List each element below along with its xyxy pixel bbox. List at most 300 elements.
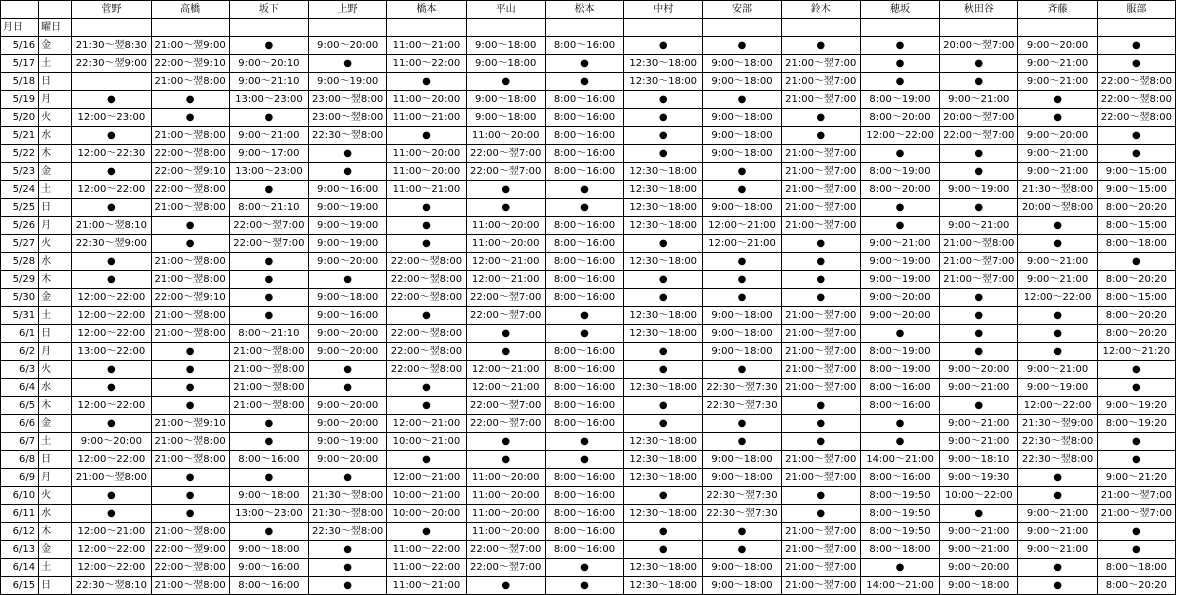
shift-cell[interactable]: ● [229,469,308,487]
shift-cell[interactable]: 9:00～21:00 [940,91,1018,109]
weekday-column-label[interactable]: 曜日 [39,19,72,37]
shift-cell[interactable]: 8:00～19:00 [860,361,939,379]
shift-cell[interactable]: 11:00～20:00 [466,217,545,235]
date-cell[interactable]: 6/11 [1,505,39,523]
empty-cell[interactable] [387,19,466,37]
shift-cell[interactable]: 9:00～18:00 [940,577,1018,595]
shift-cell[interactable]: 8:00～16:00 [545,541,623,559]
shift-cell[interactable]: 8:00～16:00 [860,397,939,415]
shift-cell[interactable]: 22:00～翌8:00 [387,253,466,271]
shift-cell[interactable]: 9:00～20:00 [309,451,387,469]
shift-cell[interactable]: ● [151,379,229,397]
shift-cell[interactable]: ● [624,415,703,433]
shift-cell[interactable]: 11:00～20:00 [466,523,545,541]
shift-cell[interactable]: ● [781,235,860,253]
shift-cell[interactable]: ● [545,181,623,199]
shift-cell[interactable]: 12:00～22:00 [72,325,151,343]
shift-cell[interactable]: 22:00～翌7:00 [466,397,545,415]
shift-cell[interactable]: 12:30～18:00 [624,433,703,451]
shift-cell[interactable]: 11:00～21:00 [387,109,466,127]
shift-cell[interactable]: 9:00～19:00 [940,181,1018,199]
shift-cell[interactable]: ● [72,127,151,145]
shift-cell[interactable]: 21:00～翌7:00 [781,361,860,379]
shift-cell[interactable]: ● [1018,325,1097,343]
shift-cell[interactable]: ● [1018,109,1097,127]
shift-cell[interactable]: ● [1097,541,1175,559]
shift-cell[interactable]: ● [703,253,781,271]
shift-cell[interactable]: 8:00～16:00 [545,127,623,145]
date-cell[interactable]: 5/22 [1,145,39,163]
shift-cell[interactable]: ● [229,523,308,541]
shift-cell[interactable]: 21:00～翌8:00 [151,451,229,469]
weekday-cell[interactable]: 火 [39,235,72,253]
shift-cell[interactable]: 21:00～翌8:00 [151,73,229,91]
shift-cell[interactable]: 9:00～20:00 [309,343,387,361]
shift-cell[interactable]: 21:30～翌8:00 [309,487,387,505]
weekday-cell[interactable]: 金 [39,37,72,55]
date-cell[interactable]: 5/18 [1,73,39,91]
shift-cell[interactable]: 12:00～22:00 [72,289,151,307]
shift-cell[interactable]: ● [781,37,860,55]
weekday-cell[interactable]: 日 [39,199,72,217]
shift-cell[interactable]: 9:00～18:00 [229,487,308,505]
date-cell[interactable]: 6/12 [1,523,39,541]
staff-name-cell[interactable]: 平山 [466,1,545,19]
shift-cell[interactable]: ● [703,415,781,433]
shift-cell[interactable]: ● [309,469,387,487]
shift-cell[interactable]: 9:00～19:00 [309,217,387,235]
date-cell[interactable]: 6/2 [1,343,39,361]
shift-cell[interactable]: ● [1018,487,1097,505]
shift-cell[interactable]: 9:00～18:00 [703,325,781,343]
shift-cell[interactable]: 21:00～翌7:00 [781,55,860,73]
shift-cell[interactable]: 21:00～翌7:00 [781,379,860,397]
shift-cell[interactable]: 9:00～21:00 [940,379,1018,397]
shift-cell[interactable]: ● [387,379,466,397]
shift-cell[interactable]: ● [387,73,466,91]
shift-cell[interactable]: 9:00～20:00 [940,559,1018,577]
shift-cell[interactable]: ● [781,109,860,127]
shift-cell[interactable]: ● [1018,91,1097,109]
empty-cell[interactable] [1018,19,1097,37]
shift-cell[interactable]: 9:00～21:00 [1018,361,1097,379]
shift-cell[interactable]: ● [1097,379,1175,397]
shift-cell[interactable]: ● [229,271,308,289]
empty-cell[interactable] [72,19,151,37]
shift-cell[interactable]: 12:00～23:00 [72,109,151,127]
shift-cell[interactable]: 12:30～18:00 [624,55,703,73]
shift-cell[interactable]: ● [703,361,781,379]
shift-cell[interactable]: 12:30～18:00 [624,73,703,91]
shift-cell[interactable]: ● [1097,523,1175,541]
shift-cell[interactable]: 12:30～18:00 [624,181,703,199]
shift-cell[interactable]: 9:00～21:20 [1097,469,1175,487]
empty-cell[interactable] [1097,19,1175,37]
shift-cell[interactable]: 9:00～21:00 [1018,541,1097,559]
shift-cell[interactable]: 21:00～翌7:00 [781,325,860,343]
shift-cell[interactable]: 21:00～翌8:00 [151,307,229,325]
shift-cell[interactable]: 22:30～翌7:30 [703,379,781,397]
shift-cell[interactable]: ● [387,217,466,235]
date-cell[interactable]: 5/20 [1,109,39,127]
shift-cell[interactable]: 9:00～20:00 [309,397,387,415]
shift-cell[interactable]: 22:00～翌9:10 [151,163,229,181]
date-cell[interactable]: 5/31 [1,307,39,325]
staff-name-cell[interactable]: 鈴木 [781,1,860,19]
shift-cell[interactable]: 9:00～21:00 [940,217,1018,235]
shift-cell[interactable]: 12:00～22:00 [72,541,151,559]
shift-cell[interactable]: 9:00～19:00 [309,433,387,451]
shift-cell[interactable]: ● [387,199,466,217]
shift-cell[interactable]: 10:00～20:00 [387,505,466,523]
shift-cell[interactable]: 9:00～18:00 [703,451,781,469]
shift-cell[interactable]: 9:00～21:00 [1018,271,1097,289]
weekday-cell[interactable]: 日 [39,325,72,343]
weekday-cell[interactable]: 水 [39,253,72,271]
shift-cell[interactable]: 12:00～22:00 [1018,289,1097,307]
shift-cell[interactable]: ● [624,289,703,307]
shift-cell[interactable]: 10:00～22:00 [940,487,1018,505]
date-cell[interactable]: 5/28 [1,253,39,271]
shift-cell[interactable]: ● [309,577,387,595]
shift-cell[interactable]: 9:00～18:00 [703,343,781,361]
shift-cell[interactable]: 11:00～22:00 [387,55,466,73]
shift-cell[interactable]: 22:00～翌7:00 [466,415,545,433]
shift-cell[interactable]: ● [72,253,151,271]
shift-cell[interactable]: 22:30～翌7:30 [703,397,781,415]
shift-cell[interactable]: 21:00～翌7:00 [781,577,860,595]
shift-cell[interactable]: ● [229,415,308,433]
shift-cell[interactable]: ● [1097,433,1175,451]
shift-cell[interactable]: 23:00～翌8:00 [309,91,387,109]
shift-cell[interactable]: ● [624,541,703,559]
shift-cell[interactable]: 21:00～翌7:00 [940,253,1018,271]
weekday-cell[interactable]: 土 [39,55,72,73]
shift-cell[interactable]: 9:00～18:00 [703,109,781,127]
shift-cell[interactable]: 8:00～16:00 [545,361,623,379]
shift-cell[interactable]: ● [860,433,939,451]
shift-cell[interactable]: 14:00～21:00 [860,451,939,469]
shift-cell[interactable]: 21:00～翌8:00 [229,397,308,415]
shift-cell[interactable]: ● [860,145,939,163]
shift-cell[interactable]: ● [151,235,229,253]
shift-cell[interactable]: ● [781,505,860,523]
weekday-cell[interactable]: 月 [39,91,72,109]
shift-cell[interactable]: 12:30～18:00 [624,217,703,235]
shift-cell[interactable]: 21:00～翌7:00 [781,523,860,541]
date-cell[interactable]: 5/21 [1,127,39,145]
shift-cell[interactable]: 12:00～21:00 [466,379,545,397]
shift-cell[interactable]: 9:00～20:10 [229,55,308,73]
date-cell[interactable]: 5/30 [1,289,39,307]
shift-cell[interactable]: ● [703,271,781,289]
shift-cell[interactable]: ● [940,505,1018,523]
shift-cell[interactable]: 8:00～19:50 [860,487,939,505]
shift-cell[interactable]: 11:00～20:00 [387,91,466,109]
date-cell[interactable]: 6/7 [1,433,39,451]
date-cell[interactable]: 5/25 [1,199,39,217]
staff-name-cell[interactable]: 坂下 [229,1,308,19]
shift-cell[interactable]: 12:00～21:00 [466,253,545,271]
shift-cell[interactable]: ● [72,415,151,433]
weekday-cell[interactable]: 月 [39,469,72,487]
shift-cell[interactable]: 22:00～翌8:00 [387,343,466,361]
shift-cell[interactable]: 21:30～翌8:00 [309,505,387,523]
shift-cell[interactable]: 9:00～19:00 [1018,379,1097,397]
shift-cell[interactable]: 21:00～翌7:00 [1097,487,1175,505]
weekday-cell[interactable]: 土 [39,559,72,577]
shift-cell[interactable]: 11:00～21:00 [387,37,466,55]
shift-cell[interactable]: 21:00～翌7:00 [781,541,860,559]
shift-cell[interactable]: 21:00～翌7:00 [781,73,860,91]
date-cell[interactable]: 6/6 [1,415,39,433]
shift-cell[interactable]: 12:30～18:00 [624,379,703,397]
shift-cell[interactable]: 9:00～19:00 [309,235,387,253]
shift-cell[interactable]: ● [940,199,1018,217]
shift-cell[interactable]: ● [781,253,860,271]
shift-cell[interactable]: ● [703,541,781,559]
staff-name-cell[interactable]: 穂坂 [860,1,939,19]
shift-cell[interactable]: ● [387,451,466,469]
shift-cell[interactable]: 12:30～18:00 [624,559,703,577]
shift-cell[interactable]: 8:00～18:00 [1097,559,1175,577]
shift-cell[interactable]: 8:00～16:00 [860,469,939,487]
shift-cell[interactable]: 22:30～翌8:10 [72,577,151,595]
shift-cell[interactable]: 11:00～20:00 [387,145,466,163]
shift-cell[interactable]: 21:30～翌8:30 [72,37,151,55]
empty-cell[interactable] [781,19,860,37]
shift-cell[interactable]: 9:00～18:00 [703,577,781,595]
empty-cell[interactable] [151,19,229,37]
shift-cell[interactable]: ● [940,289,1018,307]
staff-name-cell[interactable]: 服部 [1097,1,1175,19]
shift-cell[interactable]: 8:00～16:00 [545,487,623,505]
shift-cell[interactable]: 9:00～21:00 [1018,523,1097,541]
shift-cell[interactable]: ● [1018,559,1097,577]
shift-cell[interactable]: ● [151,91,229,109]
shift-cell[interactable]: ● [781,397,860,415]
shift-cell[interactable]: 12:30～18:00 [624,307,703,325]
date-cell[interactable]: 5/19 [1,91,39,109]
empty-cell[interactable] [624,19,703,37]
shift-cell[interactable]: 8:00～16:00 [229,451,308,469]
shift-cell[interactable]: ● [545,307,623,325]
shift-cell[interactable]: ● [940,55,1018,73]
staff-name-cell[interactable]: 橋本 [387,1,466,19]
shift-cell[interactable]: 10:00～21:00 [387,487,466,505]
shift-cell[interactable]: ● [309,361,387,379]
shift-cell[interactable]: 9:00～20:00 [860,307,939,325]
date-cell[interactable]: 5/26 [1,217,39,235]
shift-cell[interactable]: 8:00～16:00 [229,577,308,595]
shift-cell[interactable]: 9:00～19:00 [860,253,939,271]
shift-cell[interactable]: 22:30～翌7:30 [703,505,781,523]
shift-cell[interactable]: ● [940,145,1018,163]
shift-cell[interactable]: ● [309,271,387,289]
weekday-cell[interactable]: 月 [39,217,72,235]
weekday-cell[interactable]: 木 [39,271,72,289]
shift-cell[interactable]: ● [860,73,939,91]
weekday-cell[interactable]: 月 [39,343,72,361]
shift-cell[interactable]: ● [1097,253,1175,271]
shift-cell[interactable]: 8:00～19:20 [1097,415,1175,433]
shift-cell[interactable]: 22:00～翌7:00 [229,217,308,235]
shift-cell[interactable]: 22:00～翌8:00 [387,289,466,307]
shift-cell[interactable]: ● [466,181,545,199]
empty-cell[interactable] [466,19,545,37]
shift-cell[interactable]: ● [624,91,703,109]
shift-cell[interactable]: 11:00～22:00 [387,559,466,577]
shift-cell[interactable]: 21:00～翌9:00 [151,37,229,55]
shift-cell[interactable]: 8:00～20:20 [1097,307,1175,325]
shift-cell[interactable]: 9:00～21:00 [940,433,1018,451]
weekday-cell[interactable]: 水 [39,505,72,523]
shift-cell[interactable]: 23:00～翌8:00 [309,109,387,127]
shift-cell[interactable]: 8:00～16:00 [545,253,623,271]
shift-cell[interactable]: 21:00～翌8:00 [229,361,308,379]
shift-cell[interactable]: 8:00～16:00 [545,505,623,523]
shift-cell[interactable]: ● [1097,361,1175,379]
weekday-cell[interactable]: 火 [39,109,72,127]
staff-name-cell[interactable]: 安部 [703,1,781,19]
shift-cell[interactable]: 22:00～翌7:00 [466,289,545,307]
staff-name-cell[interactable]: 菅野 [72,1,151,19]
shift-cell[interactable]: ● [781,415,860,433]
shift-cell[interactable]: 9:00～19:00 [309,199,387,217]
shift-cell[interactable]: ● [151,397,229,415]
shift-cell[interactable]: 9:00～18:00 [703,199,781,217]
shift-cell[interactable]: 8:00～19:00 [860,163,939,181]
shift-cell[interactable]: ● [309,541,387,559]
shift-cell[interactable]: ● [703,91,781,109]
shift-cell[interactable]: 8:00～15:00 [1097,217,1175,235]
shift-cell[interactable]: 9:00～19:30 [940,469,1018,487]
shift-cell[interactable]: 20:00～翌8:00 [1018,199,1097,217]
shift-cell[interactable]: ● [466,199,545,217]
shift-cell[interactable]: 8:00～18:00 [860,541,939,559]
shift-cell[interactable]: 8:00～19:00 [860,343,939,361]
shift-cell[interactable]: 9:00～20:00 [309,37,387,55]
shift-cell[interactable]: 12:30～18:00 [624,577,703,595]
shift-cell[interactable]: ● [781,271,860,289]
shift-cell[interactable]: 8:00～16:00 [545,415,623,433]
shift-cell[interactable]: 12:30～18:00 [624,325,703,343]
shift-cell[interactable]: 8:00～20:20 [1097,325,1175,343]
shift-cell[interactable]: 9:00～18:00 [703,55,781,73]
shift-cell[interactable]: 8:00～20:20 [1097,199,1175,217]
shift-cell[interactable]: 21:00～翌8:00 [151,199,229,217]
shift-cell[interactable]: ● [229,109,308,127]
date-cell[interactable]: 5/24 [1,181,39,199]
shift-cell[interactable]: 22:00～翌9:00 [151,541,229,559]
header-corner-cell[interactable] [39,1,72,19]
shift-cell[interactable]: 9:00～21:00 [940,541,1018,559]
shift-cell[interactable]: ● [624,343,703,361]
staff-name-cell[interactable]: 斉藤 [1018,1,1097,19]
shift-cell[interactable]: 22:00～翌8:00 [1097,73,1175,91]
shift-cell[interactable]: 12:00～22:00 [72,559,151,577]
shift-cell[interactable]: 12:30～18:00 [624,199,703,217]
date-column-label[interactable]: 月日 [1,19,39,37]
shift-cell[interactable]: 8:00～21:10 [229,325,308,343]
shift-cell[interactable]: ● [545,433,623,451]
shift-cell[interactable]: ● [387,523,466,541]
date-cell[interactable]: 5/16 [1,37,39,55]
shift-cell[interactable]: 8:00～21:10 [229,199,308,217]
shift-cell[interactable]: 22:00～翌7:00 [466,163,545,181]
shift-cell[interactable]: ● [624,127,703,145]
shift-cell[interactable]: ● [545,73,623,91]
shift-cell[interactable]: 22:00～翌8:00 [151,181,229,199]
shift-cell[interactable]: ● [151,361,229,379]
date-cell[interactable]: 6/15 [1,577,39,595]
staff-name-cell[interactable]: 高橋 [151,1,229,19]
shift-cell[interactable]: ● [466,325,545,343]
shift-cell[interactable]: 22:30～翌9:00 [72,55,151,73]
shift-cell[interactable]: 9:00～18:00 [309,289,387,307]
shift-cell[interactable]: 9:00～18:00 [703,73,781,91]
shift-cell[interactable]: ● [545,55,623,73]
date-cell[interactable]: 5/27 [1,235,39,253]
shift-cell[interactable]: ● [624,271,703,289]
shift-cell[interactable]: 22:00～翌8:00 [151,559,229,577]
shift-cell[interactable]: ● [1018,307,1097,325]
shift-cell[interactable]: ● [309,163,387,181]
shift-cell[interactable]: 8:00～16:00 [545,235,623,253]
shift-cell[interactable]: 22:00～翌7:00 [940,127,1018,145]
shift-cell[interactable]: ● [151,469,229,487]
shift-cell[interactable]: ● [860,37,939,55]
weekday-cell[interactable]: 土 [39,307,72,325]
shift-cell[interactable]: 11:00～20:00 [466,235,545,253]
shift-cell[interactable]: ● [1097,127,1175,145]
shift-cell[interactable]: ● [72,271,151,289]
shift-cell[interactable]: ● [781,433,860,451]
shift-cell[interactable]: 9:00～16:00 [229,559,308,577]
shift-cell[interactable]: ● [151,505,229,523]
shift-cell[interactable]: 9:00～21:00 [1018,253,1097,271]
shift-cell[interactable]: 22:30～翌8:00 [1018,451,1097,469]
shift-cell[interactable]: 9:00～18:00 [703,307,781,325]
weekday-cell[interactable]: 木 [39,523,72,541]
shift-cell[interactable]: 11:00～22:00 [387,541,466,559]
weekday-cell[interactable]: 土 [39,181,72,199]
shift-cell[interactable]: ● [781,127,860,145]
shift-cell[interactable]: ● [703,523,781,541]
shift-cell[interactable]: ● [1097,37,1175,55]
shift-cell[interactable]: ● [466,73,545,91]
shift-cell[interactable]: 8:00～16:00 [545,397,623,415]
shift-cell[interactable]: ● [387,307,466,325]
shift-cell[interactable]: 21:00～翌8:10 [72,217,151,235]
weekday-cell[interactable]: 金 [39,163,72,181]
shift-cell[interactable]: ● [72,379,151,397]
shift-cell[interactable]: 21:00～翌7:00 [781,145,860,163]
shift-cell[interactable]: 12:30～18:00 [624,469,703,487]
shift-cell[interactable]: 9:00～21:00 [1018,73,1097,91]
weekday-cell[interactable]: 日 [39,73,72,91]
shift-cell[interactable]: ● [624,109,703,127]
shift-cell[interactable]: 9:00～20:00 [1018,37,1097,55]
shift-cell[interactable]: ● [624,37,703,55]
shift-cell[interactable]: ● [624,235,703,253]
shift-cell[interactable]: ● [703,181,781,199]
shift-cell[interactable]: 9:00～15:00 [1097,181,1175,199]
shift-cell[interactable]: ● [781,487,860,505]
shift-cell[interactable]: ● [860,55,939,73]
shift-cell[interactable]: 9:00～17:00 [229,145,308,163]
shift-cell[interactable]: 9:00～18:00 [703,127,781,145]
